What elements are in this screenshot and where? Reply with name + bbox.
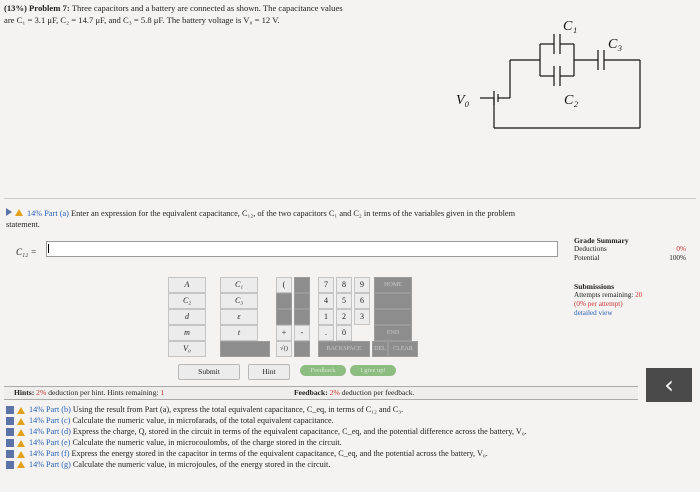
key-8[interactable]: 8 (336, 277, 352, 293)
key-6[interactable]: 6 (354, 293, 370, 309)
part-a-text-2: statement. (6, 220, 40, 229)
v0-label: V₀ (456, 93, 470, 108)
key-v0[interactable]: V₀ (168, 341, 206, 357)
key-end[interactable]: END (374, 325, 412, 341)
part-text: Calculate the numeric value, in microfarads, of the total equivalent capacitance. (72, 415, 334, 425)
key-7[interactable]: 7 (318, 277, 334, 293)
feedback-label: Feedback: (294, 388, 328, 397)
problem-text: Three capacitors and a battery are connected as shown. The capacitance values (71, 3, 343, 13)
warning-icon (17, 429, 25, 436)
key-5[interactable]: 5 (336, 293, 352, 309)
part-text: Calculate the numeric value, in microcoulombs, of the charge stored in the circuit. (72, 437, 342, 447)
key-c1[interactable]: C₁ (220, 277, 258, 293)
part-icon (6, 461, 14, 469)
key-minus[interactable]: - (294, 325, 310, 341)
key-c3[interactable]: C₃ (220, 293, 258, 309)
grade-summary (574, 236, 686, 263)
key-op-gray-5[interactable] (294, 309, 310, 325)
key-op-gray-6[interactable] (294, 341, 310, 357)
list-item[interactable] (6, 416, 696, 427)
part-a-pct: 14% Part (a) (27, 209, 69, 218)
list-item[interactable] (6, 438, 696, 449)
deductions-label: Deductions (574, 245, 607, 253)
part-icon (6, 417, 14, 425)
detailed-view-link[interactable]: detailed view (574, 309, 613, 317)
divider (4, 198, 696, 199)
key-blank[interactable] (220, 341, 270, 357)
key-op-gray-3[interactable] (294, 293, 310, 309)
warning-icon (17, 451, 25, 458)
hints-deduction: 2% (36, 388, 47, 397)
deductions-value: 0% (676, 245, 686, 253)
submissions-panel (574, 282, 690, 318)
key-sqrt[interactable]: √() (276, 341, 292, 357)
list-item[interactable] (6, 460, 696, 471)
key-d[interactable]: d (168, 309, 206, 325)
part-a-header (6, 208, 696, 230)
grade-summary-title: Grade Summary (574, 236, 629, 245)
feedback-deduction: 2% (329, 388, 340, 397)
key-2[interactable]: 2 (336, 309, 352, 325)
hints-info (14, 387, 164, 399)
key-9[interactable]: 9 (354, 277, 370, 293)
key-dot[interactable]: . (318, 325, 334, 341)
warning-icon (15, 209, 23, 216)
key-a[interactable]: A (168, 277, 206, 293)
problem-text-2: are C₁ = 3.1 μF, C₂ = 14.7 μF, and C₃ = 5.8 μF. The battery voltage is V₀ = 12 V. (4, 14, 280, 25)
key-t[interactable]: t (220, 325, 258, 341)
part-text: Calculate the numeric value, in microjoules, of the energy stored in the circuit. (72, 459, 331, 469)
feedback-button[interactable]: Feedback (300, 365, 346, 376)
part-pct: 14% Part (e) (29, 437, 71, 447)
hints-bar (4, 386, 638, 400)
answer-input[interactable] (46, 241, 558, 257)
part-pct: 14% Part (b) (29, 405, 71, 414)
problem-statement (4, 3, 474, 26)
attempts-value: 20 (635, 291, 643, 299)
warning-icon (17, 407, 25, 414)
key-clear[interactable]: CLEAR (388, 341, 418, 357)
hints-label: Hints: (14, 388, 35, 397)
part-icon (6, 439, 14, 447)
parts-list (6, 405, 696, 470)
back-arrow-icon[interactable]: ‹ (646, 368, 692, 402)
expand-icon[interactable] (6, 208, 12, 216)
feedback-info (294, 387, 414, 399)
key-4[interactable]: 4 (318, 293, 334, 309)
part-pct: 14% Part (c) (29, 415, 71, 425)
list-item[interactable] (6, 405, 696, 416)
warning-icon (17, 418, 25, 425)
key-plus[interactable]: + (276, 325, 292, 341)
key-open-paren[interactable]: ( (276, 277, 292, 293)
part-a-text: Enter an expression for the equivalent capacitance, C₁₂, of the two capacitors C₁ and C₂ in terms of the variables given in the problem (71, 209, 516, 218)
per-attempt: (0% per attempt) (574, 300, 623, 308)
part-text: Express the energy stored in the capacitor in terms of the equivalent capacitance, C_eq, and the potential across the battery, V₀. (71, 448, 488, 458)
part-text: Using the result from Part (a), express the total equivalent capacitance, C_eq, in terms of C₁₂ and C₃. (72, 405, 404, 414)
submissions-title: Submissions (574, 282, 615, 291)
list-item[interactable] (6, 427, 696, 438)
key-left[interactable] (374, 293, 412, 309)
key-epsilon[interactable]: ε (220, 309, 258, 325)
answer-label: C₁₂ = (16, 247, 37, 257)
part-pct: 14% Part (d) (29, 426, 71, 436)
list-item[interactable] (6, 449, 696, 460)
part-pct: 14% Part (g) (29, 459, 71, 469)
problem-label: (13%) Problem 7: (4, 3, 70, 13)
warning-icon (17, 461, 25, 468)
part-icon (6, 428, 14, 436)
key-3[interactable]: 3 (354, 309, 370, 325)
key-del[interactable]: DEL (372, 341, 388, 357)
part-icon (6, 406, 14, 414)
potential-label: Potential (574, 254, 600, 262)
give-up-button[interactable]: I give up! (350, 365, 396, 376)
key-0[interactable]: 0 (336, 325, 352, 341)
hints-remaining: 1 (160, 388, 165, 397)
attempts-label: Attempts remaining: (574, 291, 634, 299)
submit-button[interactable]: Submit (178, 364, 240, 380)
feedback-rest: deduction per feedback. (341, 388, 415, 397)
key-home[interactable]: HOME (374, 277, 412, 293)
potential-value: 100% (669, 254, 686, 262)
key-1[interactable]: 1 (318, 309, 334, 325)
key-backspace[interactable]: BACKSPACE (318, 341, 370, 357)
key-right[interactable] (374, 309, 412, 325)
text-caret (48, 244, 49, 253)
key-op-gray-2[interactable] (276, 293, 292, 309)
key-c2[interactable]: C₂ (168, 293, 206, 309)
hint-button[interactable]: Hint (248, 364, 290, 380)
c1-label: C₁ (563, 19, 578, 34)
key-op-gray-4[interactable] (276, 309, 292, 325)
warning-icon (17, 440, 25, 447)
part-text: Express the charge, Q, stored in the circuit in terms of the equivalent capacitance, C_eq, and the potential difference across the battery, V₀. (72, 426, 527, 436)
part-icon (6, 450, 14, 458)
circuit-diagram (440, 8, 690, 138)
part-pct: 14% Part (f) (29, 448, 70, 458)
key-op-gray[interactable] (294, 277, 310, 293)
key-m[interactable]: m (168, 325, 206, 341)
hints-rest: deduction per hint. Hints remaining: (48, 388, 159, 397)
c3-label: C₃ (608, 37, 623, 52)
c2-label: C₂ (564, 93, 579, 108)
